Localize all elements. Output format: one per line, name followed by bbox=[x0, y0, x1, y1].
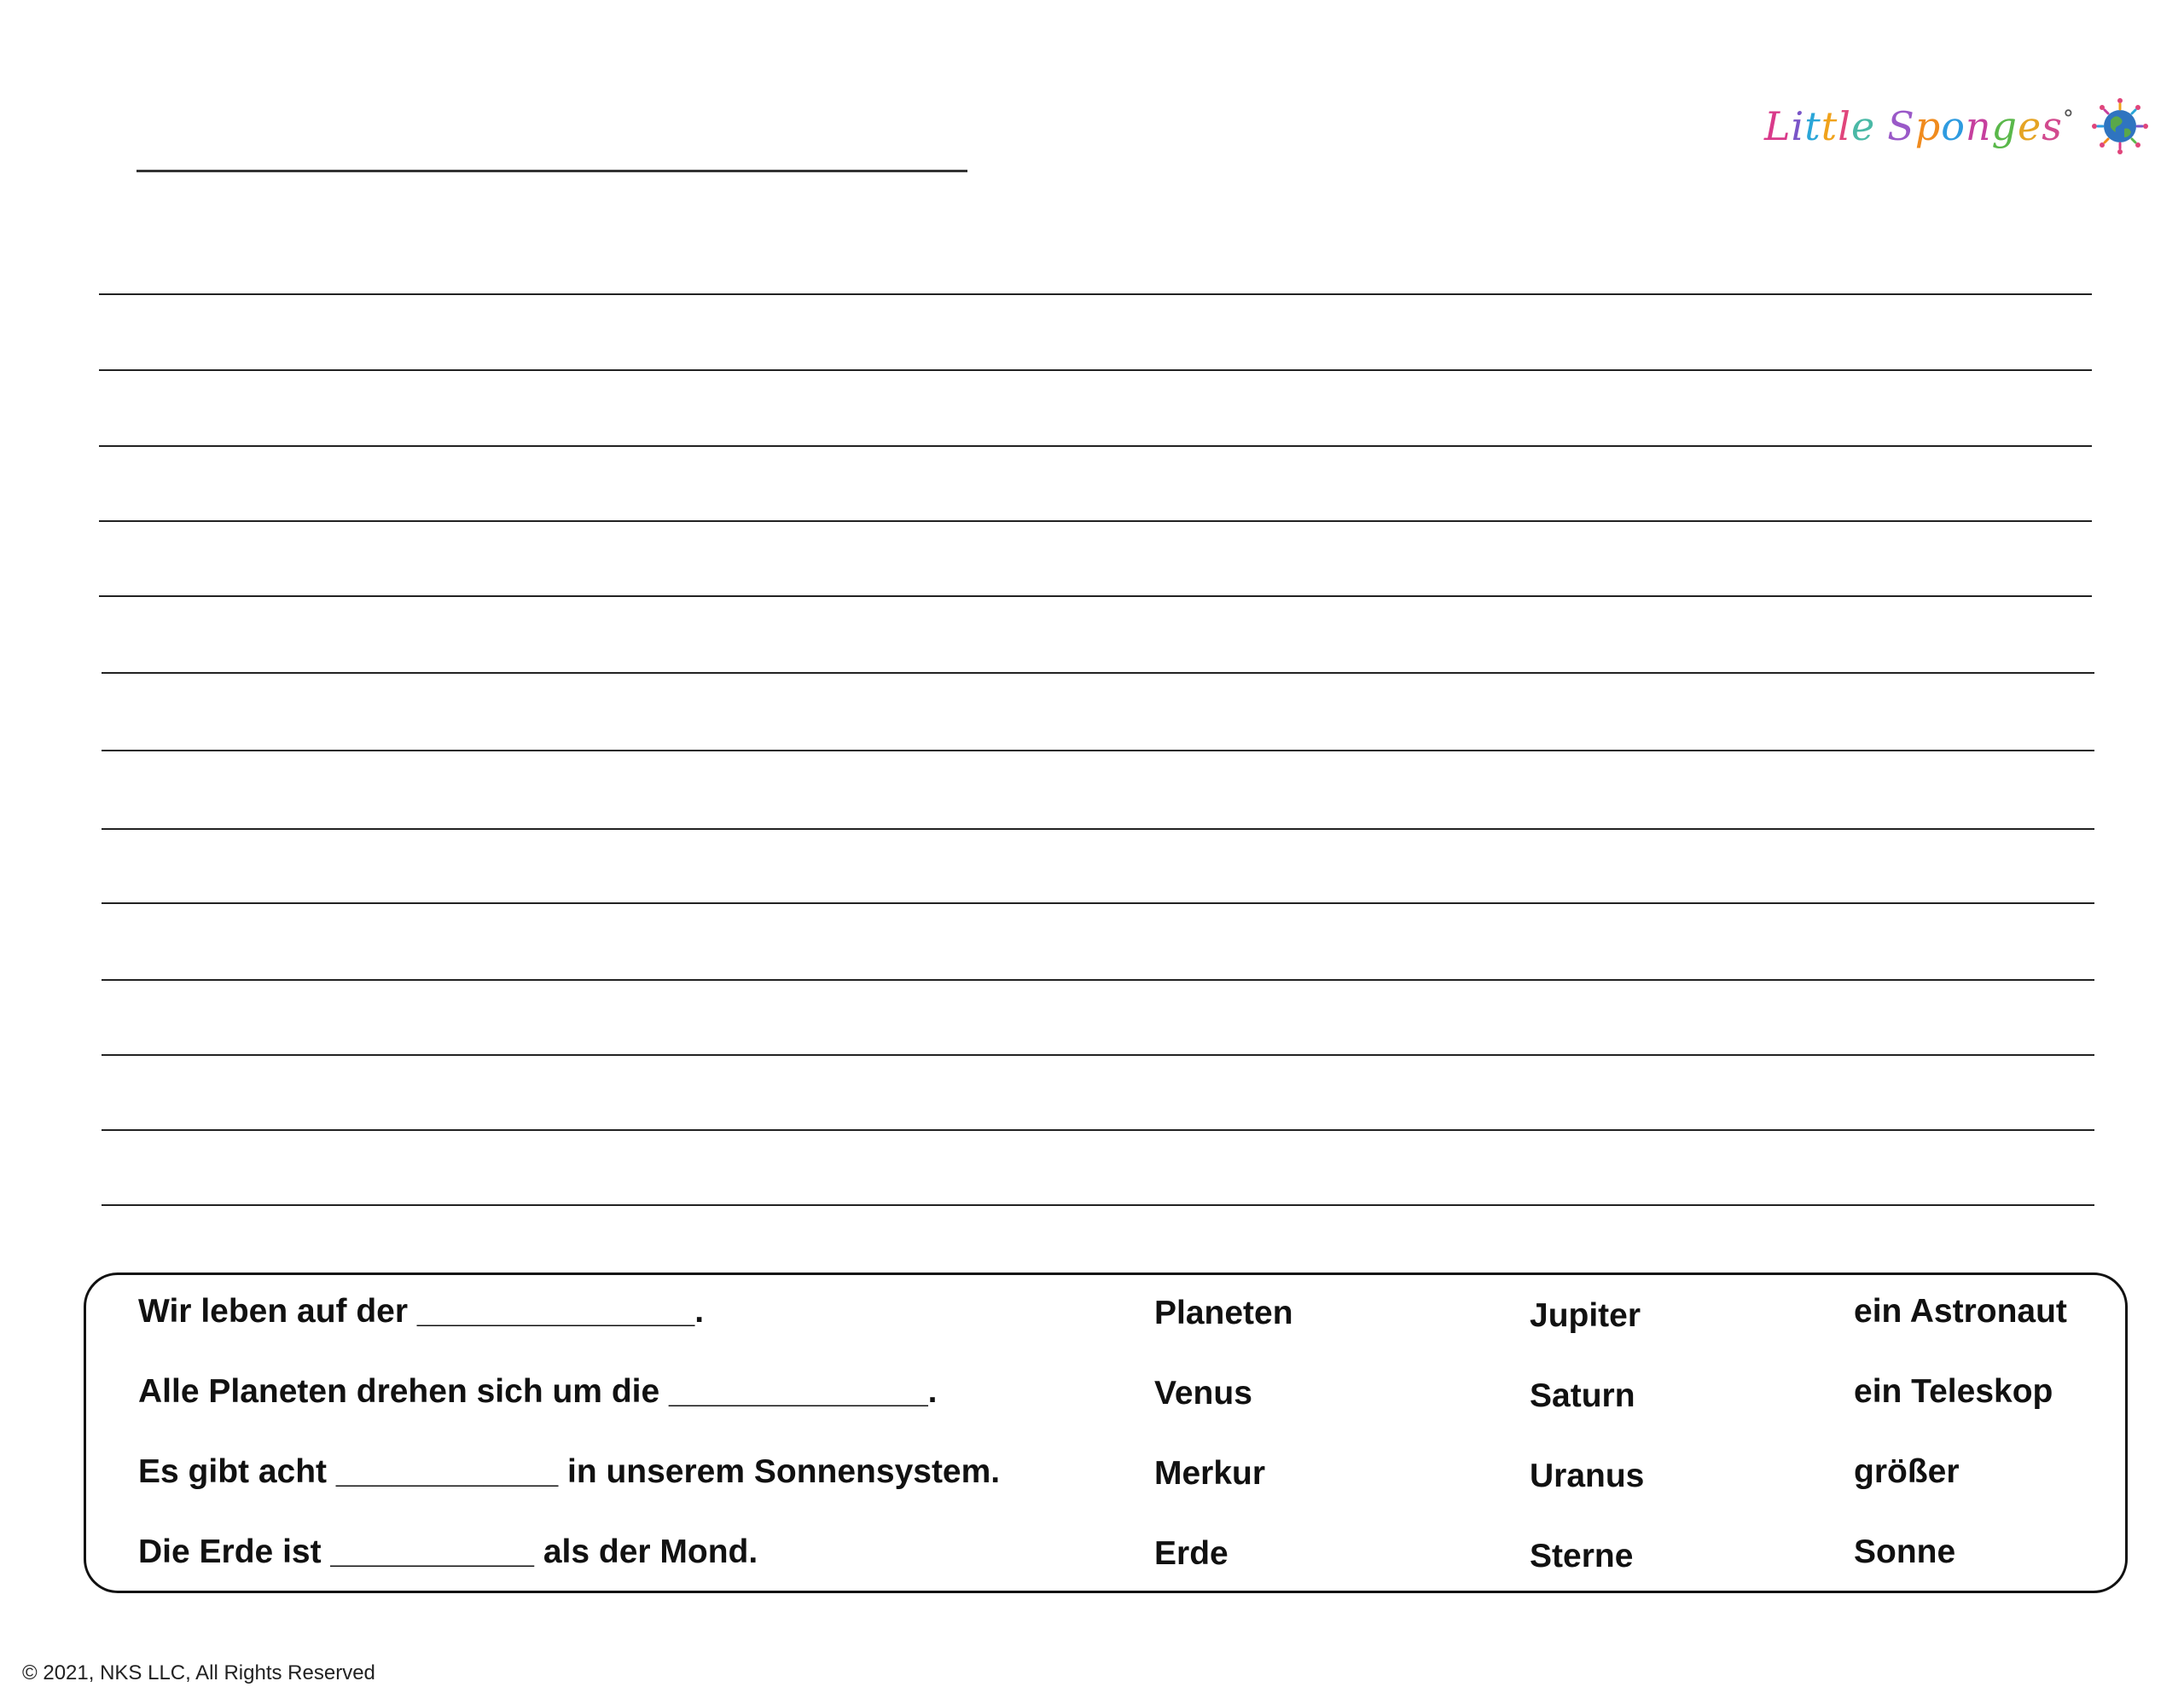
word-bank-word: ein Teleskop bbox=[1854, 1373, 2053, 1410]
fill-in-sentence: Wir leben auf der _______________. bbox=[138, 1293, 705, 1330]
logo-letter: o bbox=[1941, 103, 1966, 149]
fill-in-sentence: Es gibt acht ____________ in unserem Sonnensystem. bbox=[138, 1453, 1001, 1490]
name-line bbox=[136, 170, 967, 172]
writing-line bbox=[102, 750, 2094, 751]
writing-line bbox=[102, 1204, 2094, 1206]
writing-line bbox=[102, 979, 2094, 981]
fill-in-sentence: Alle Planeten drehen sich um die ______________. bbox=[138, 1373, 938, 1410]
logo-letter: t bbox=[1821, 103, 1838, 149]
logo-letter: L bbox=[1764, 103, 1792, 149]
little-sponges-logo bbox=[1764, 92, 2152, 160]
fill-in-sentence: Die Erde ist ___________ als der Mond. bbox=[138, 1533, 758, 1570]
word-bank-word: Venus bbox=[1154, 1375, 1252, 1412]
word-bank-word: Sterne bbox=[1530, 1538, 1634, 1574]
writing-line bbox=[99, 369, 2092, 371]
logo-letter: l bbox=[1838, 103, 1851, 149]
logo-letter: g bbox=[1991, 103, 2018, 149]
word-bank-word: größer bbox=[1854, 1453, 1960, 1490]
logo-letter: n bbox=[1965, 103, 1992, 149]
word-bank-word: Sonne bbox=[1854, 1533, 1956, 1570]
writing-line bbox=[102, 1054, 2094, 1056]
writing-line bbox=[99, 595, 2092, 597]
copyright-notice: © 2021, NKS LLC, All Rights Reserved bbox=[22, 1661, 375, 1684]
writing-line bbox=[99, 445, 2092, 447]
logo-letter: i bbox=[1791, 103, 1805, 149]
word-bank-word: Planeten bbox=[1154, 1295, 1293, 1331]
logo-text bbox=[1764, 103, 2075, 149]
writing-line bbox=[99, 293, 2092, 295]
word-bank-word: Merkur bbox=[1154, 1455, 1266, 1492]
writing-line bbox=[102, 828, 2094, 830]
word-bank-word: Erde bbox=[1154, 1535, 1228, 1572]
logo-letter: e bbox=[1850, 103, 1876, 149]
writing-line bbox=[102, 902, 2094, 904]
logo-letter: t bbox=[1804, 103, 1821, 149]
word-bank-word: Jupiter bbox=[1530, 1297, 1641, 1334]
word-bank-word: Uranus bbox=[1530, 1458, 1645, 1494]
logo-letter: p bbox=[1914, 103, 1942, 149]
writing-line bbox=[99, 520, 2092, 522]
logo-letter: e bbox=[2017, 103, 2042, 149]
writing-line bbox=[102, 1129, 2094, 1131]
writing-line bbox=[102, 672, 2094, 674]
globe-with-children-icon bbox=[2088, 95, 2152, 158]
word-bank-word: Saturn bbox=[1530, 1377, 1635, 1414]
logo-letter: S bbox=[1887, 103, 1915, 149]
word-bank-word: ein Astronaut bbox=[1854, 1293, 2067, 1330]
logo-letter: s bbox=[2042, 103, 2063, 149]
logo-registered-mark: ° bbox=[2062, 106, 2075, 132]
